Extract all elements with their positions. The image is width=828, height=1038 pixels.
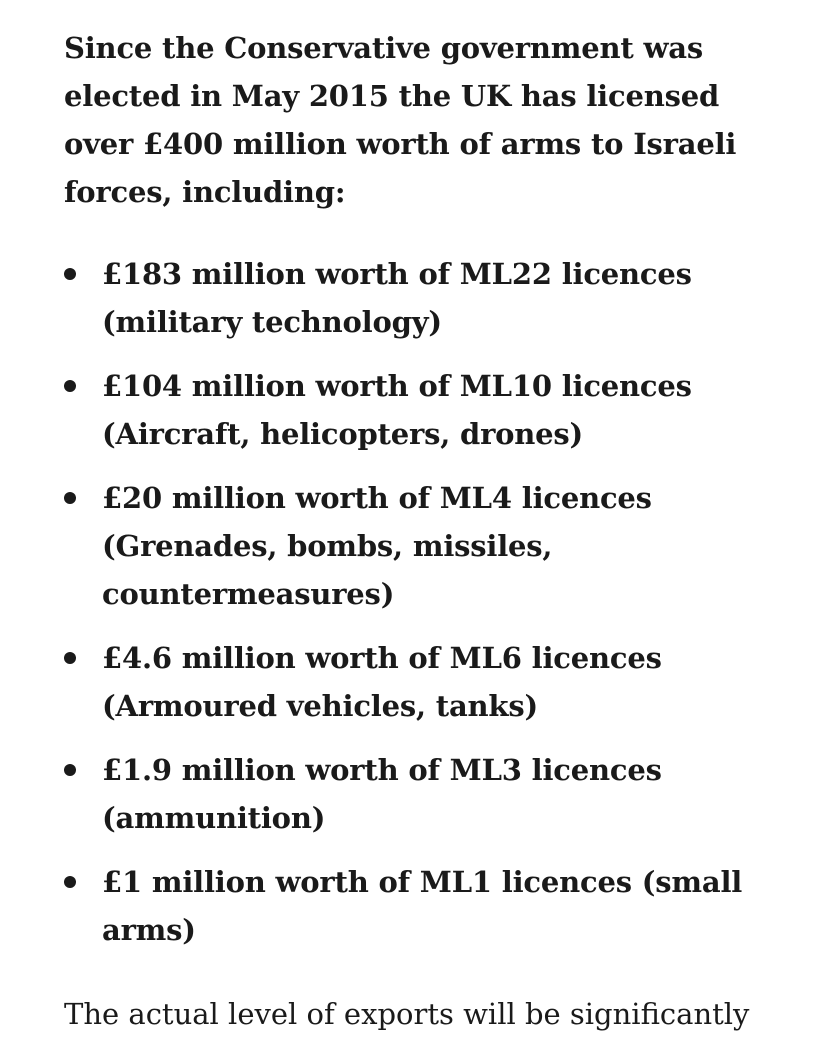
- bullet-icon: [64, 380, 76, 392]
- article-body: [64, 24, 784, 970]
- bullet-icon: [64, 764, 76, 776]
- intro-paragraph: Since the Conservative government was elected in May 2015 the UK has licensed over £400 million worth of arms to Israeli forces, including:: [64, 31, 737, 209]
- bullet-icon: [64, 268, 76, 280]
- bullet-icon: [64, 492, 76, 504]
- licence-list: [64, 250, 784, 954]
- list-item-text: £183 million worth of ML22 licences (military technology): [102, 257, 692, 339]
- list-item-text: £20 million worth of ML4 licences (Grenades, bombs, missiles, countermeasures): [102, 481, 652, 611]
- list-item: [64, 858, 784, 954]
- list-item: [64, 474, 784, 618]
- bullet-icon: [64, 876, 76, 888]
- cutoff-paragraph: The actual level of exports will be significantly: [64, 997, 750, 1031]
- list-item-text: £104 million worth of ML10 licences (Aircraft, helicopters, drones): [102, 369, 692, 451]
- list-item-text: £1.9 million worth of ML3 licences (ammunition): [102, 753, 662, 835]
- list-item: [64, 634, 784, 730]
- list-item-text: £4.6 million worth of ML6 licences (Armoured vehicles, tanks): [102, 641, 662, 723]
- list-item-text: £1 million worth of ML1 licences (small arms): [102, 865, 743, 947]
- list-item: [64, 250, 784, 346]
- list-item: [64, 362, 784, 458]
- list-item: [64, 746, 784, 842]
- bullet-icon: [64, 652, 76, 664]
